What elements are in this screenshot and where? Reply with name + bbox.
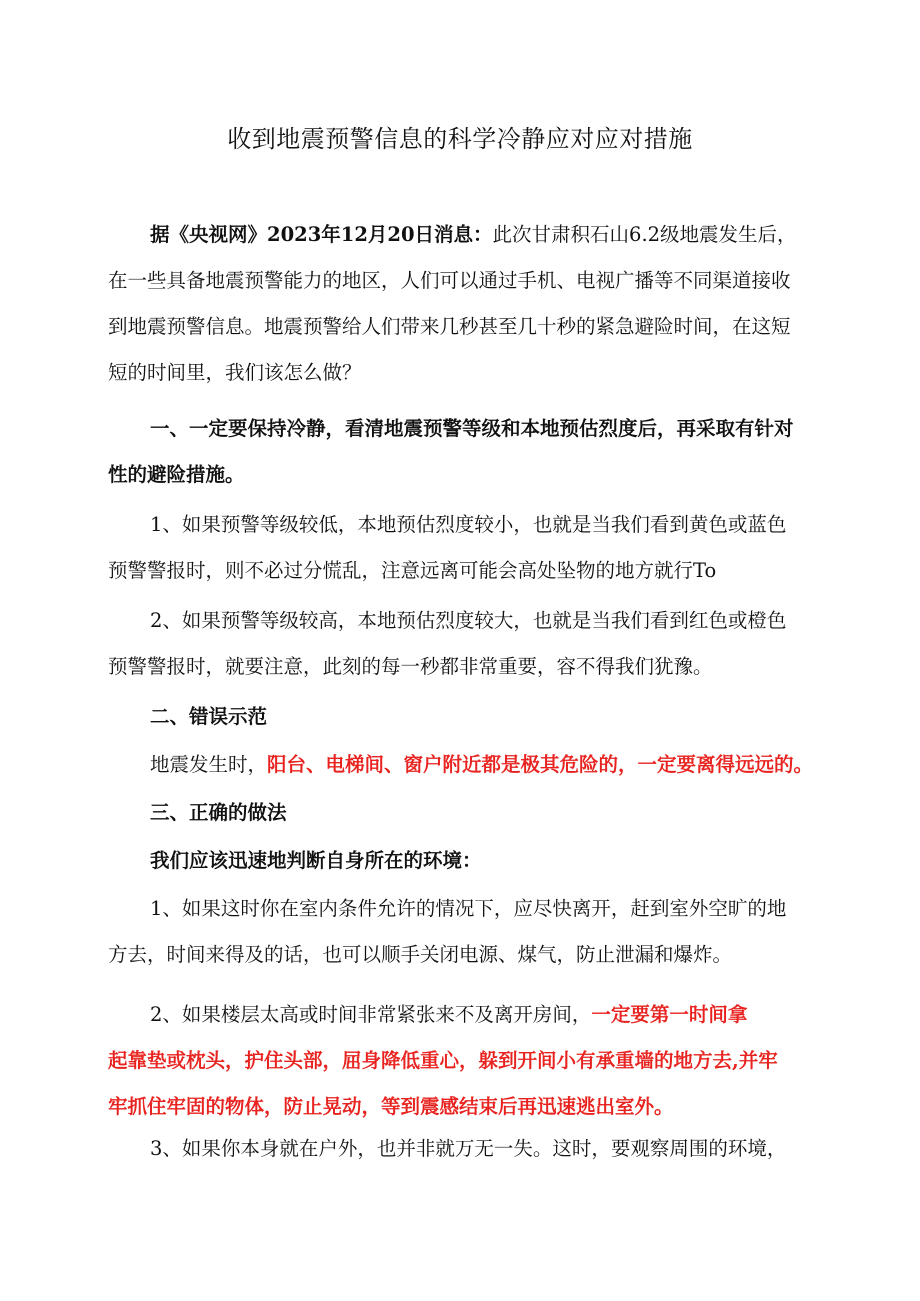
- section-1-heading-line-1: 一、一定要保持冷静，看清地震预警等级和本地预估烈度后，再采取有针对: [150, 417, 794, 440]
- section-3-heading-text: 三、正确的做法: [150, 801, 287, 824]
- section-2-heading: [108, 694, 824, 740]
- section-2-line: [108, 742, 824, 788]
- section-3-item-1-line-1: 1、如果这时你在室内条件允许的情况下，应尽快离开，赶到室外空旷的地: [150, 897, 787, 920]
- section-1-item-1: [108, 502, 824, 594]
- section-3-item-1-line-2: 方去，时间来得及的话，也可以顺手关闭电源、煤气，防止泄漏和爆炸。: [108, 943, 733, 966]
- section-1-item-1-line-1: 1、如果预警等级较低，本地预估烈度较小，也就是当我们看到黄色或蓝色: [150, 513, 787, 536]
- section-3-item-2-line-3: 牢抓住牢固的物体，防止晃动，等到震感结束后再迅速逃出室外。: [108, 1095, 674, 1118]
- intro-line-3: 到地震预警信息。地震预警给人们带来几秒甚至几十秒的紧急避险时间，在这短: [108, 315, 791, 338]
- section-3-item-2-line-2: 起靠垫或枕头，护住头部，屈身降低重心，躲到开间小有承重墙的地方去,并牢: [108, 1049, 778, 1072]
- section-1-item-2-line-2: 预警警报时，就要注意，此刻的每一秒都非常重要，容不得我们犹豫。: [108, 655, 713, 678]
- section-3-subheading-text: 我们应该迅速地判断自身所在的环境：: [150, 849, 482, 872]
- section-1-item-2: [108, 598, 824, 690]
- section-3-item-3-line-1: 3、如果你本身就在户外，也并非就万无一失。这时，要观察周围的环境，: [150, 1137, 787, 1160]
- section-3-subheading: [108, 838, 824, 884]
- section-1-item-1-line-2: 预警警报时，则不必过分慌乱，注意远离可能会高处坠物的地方就行To: [108, 559, 717, 582]
- intro-line-1: [108, 212, 824, 258]
- section-2-text-plain: 地震发生时，: [150, 753, 268, 776]
- section-1-heading: [108, 406, 824, 498]
- section-2-paragraph: [108, 742, 824, 788]
- section-3-heading: [108, 790, 824, 836]
- intro-line-2: 在一些具备地震预警能力的地区，人们可以通过手机、电视广播等不同渠道接收: [108, 269, 791, 292]
- intro-line-1-text: 此次甘肃积石山6.2级地震发生后，: [492, 223, 797, 246]
- section-3-item-3: [108, 1126, 824, 1172]
- section-3-item-2-line-1: [108, 992, 824, 1038]
- section-3-item-2-text-warning-1: 一定要第一时间拿: [591, 1003, 748, 1026]
- section-3-item-2-text-plain: 2、如果楼层太高或时间非常紧张来不及离开房间，: [150, 1003, 592, 1026]
- intro-source-lead: 据《央视网》2023年12月20日消息：: [150, 223, 493, 246]
- section-1-heading-line-2: 性的避险措施。: [108, 463, 245, 486]
- intro-paragraph: [108, 212, 824, 396]
- section-3-item-1: [108, 886, 824, 978]
- section-1-item-2-line-1: 2、如果预警等级较高，本地预估烈度较大，也就是当我们看到红色或橙色: [150, 609, 787, 632]
- document-title: 收到地震预警信息的科学冷静应对应对措施: [227, 125, 693, 153]
- section-3-item-2: [108, 992, 824, 1130]
- section-2-heading-text: 二、错误示范: [150, 705, 268, 728]
- section-2-text-warning: 阳台、电梯间、窗户附近都是极其危险的，一定要离得远远的。: [267, 753, 814, 776]
- intro-line-4: 短的时间里，我们该怎么做？: [108, 361, 362, 384]
